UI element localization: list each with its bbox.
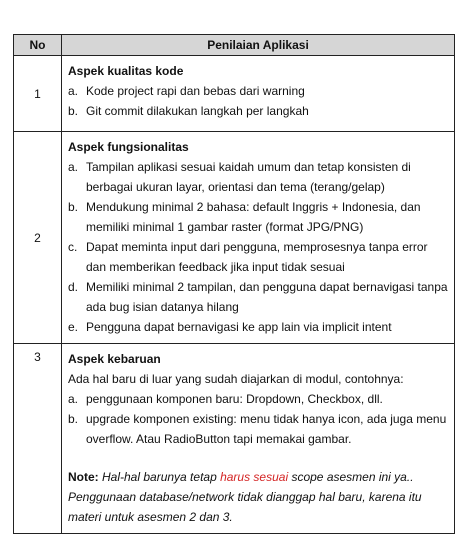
row-intro: Ada hal baru di luar yang sudah diajarkan di modul, contohnya: (68, 372, 404, 386)
item-text: Tampilan aplikasi sesuai kaidah umum dan tetap konsisten di berbagai ukuran layar, orientasi dan tema (terang/gelap) (86, 160, 411, 194)
item-letter: a. (68, 392, 79, 406)
list-item (68, 317, 448, 337)
item-letter: e. (68, 320, 79, 334)
row-heading: Aspek kualitas kode (68, 64, 184, 78)
table-row (14, 344, 455, 534)
row-content (62, 56, 455, 132)
item-letter: b. (68, 412, 79, 426)
row-number: 3 (14, 344, 62, 534)
list-item (68, 237, 448, 277)
list-item (68, 81, 448, 101)
list-item (68, 389, 448, 409)
note-text-before: Hal-hal barunya tetap (98, 470, 221, 484)
table-header-row (14, 35, 455, 56)
row-heading: Aspek fungsionalitas (68, 140, 189, 154)
item-text: Pengguna dapat bernavigasi ke app lain via implicit intent (86, 320, 392, 334)
list-item (68, 409, 448, 449)
row-content (62, 344, 455, 534)
note-text-after: scope asesmen ini ya.. Penggunaan database/network tidak dianggap hal baru, karena itu materi untuk asesmen 2 dan 3. (68, 470, 422, 524)
table-row (14, 132, 455, 344)
item-letter: a. (68, 160, 79, 174)
list-item (68, 101, 448, 121)
list-item (68, 197, 448, 237)
row-number: 2 (14, 132, 62, 344)
assessment-table (13, 34, 455, 534)
row-number: 1 (14, 56, 62, 132)
item-letter: a. (68, 84, 79, 98)
item-text: penggunaan komponen baru: Dropdown, Checkbox, dll. (86, 392, 383, 406)
item-letter: b. (68, 200, 79, 214)
item-text: upgrade komponen existing: menu tidak hanya icon, ada juga menu overflow. Atau RadioButton tapi memakai gambar. (86, 412, 447, 446)
table-row (14, 56, 455, 132)
header-no: No (14, 35, 62, 56)
item-letter: d. (68, 280, 79, 294)
note-paragraph (68, 467, 448, 527)
item-letter: c. (68, 240, 78, 254)
item-text: Git commit dilakukan langkah per langkah (86, 104, 309, 118)
note-label: Note: (68, 470, 99, 484)
item-letter: b. (68, 104, 79, 118)
list-item (68, 277, 448, 317)
note-highlight: harus sesuai (220, 470, 289, 484)
item-text: Memiliki minimal 2 tampilan, dan pengguna dapat bernavigasi tanpa ada bug isian datanya hilang (86, 280, 448, 314)
row-heading: Aspek kebaruan (68, 352, 161, 366)
item-text: Kode project rapi dan bebas dari warning (86, 84, 305, 98)
row-content (62, 132, 455, 344)
item-text: Dapat meminta input dari pengguna, memprosesnya tanpa error dan memberikan feedback jika input tidak sesuai (86, 240, 428, 274)
list-item (68, 157, 448, 197)
item-text: Mendukung minimal 2 bahasa: default Inggris + Indonesia, dan memiliki minimal 1 gambar raster (format JPG/PNG) (86, 200, 421, 234)
header-title: Penilaian Aplikasi (62, 35, 455, 56)
